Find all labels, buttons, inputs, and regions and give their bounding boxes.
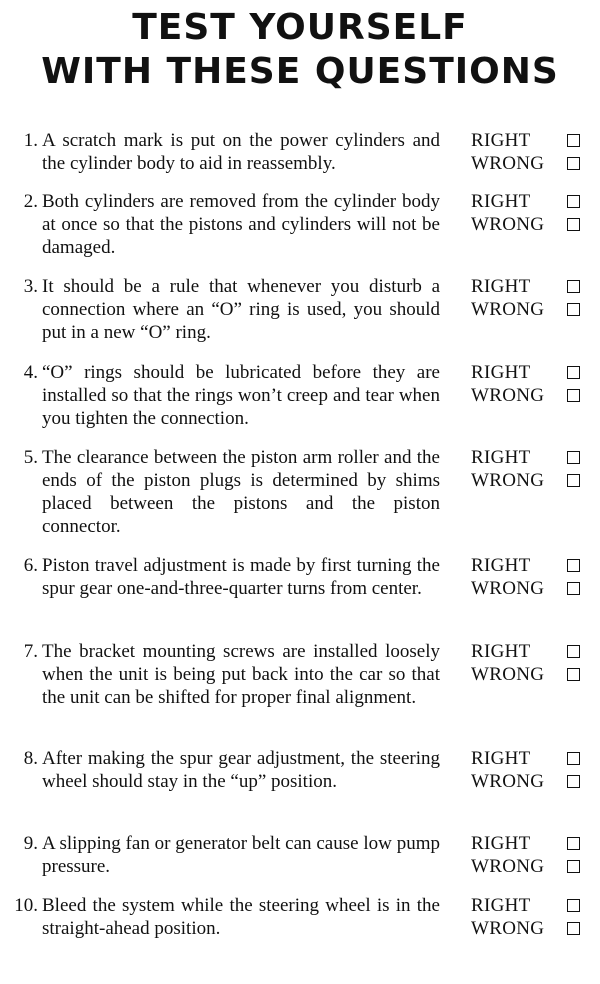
wrong-choice — [471, 663, 593, 686]
question-5 — [0, 446, 600, 536]
right-choice — [471, 894, 593, 917]
wrong-choice — [471, 469, 593, 492]
right-choice — [471, 640, 593, 663]
wrong-checkbox[interactable] — [567, 668, 580, 681]
wrong-label: WRONG — [471, 153, 545, 174]
right-checkbox[interactable] — [567, 195, 580, 208]
right-checkbox[interactable] — [567, 899, 580, 912]
question-number: 8. — [23, 748, 38, 769]
question-number: 3. — [23, 276, 38, 297]
question-number: 4. — [23, 362, 38, 383]
question-text: A scratch mark is put on the power cylinders and the cylinder body to aid in reassembly. — [42, 130, 440, 174]
answer-choices — [471, 446, 593, 492]
question-10 — [0, 894, 600, 984]
wrong-label: WRONG — [471, 664, 545, 685]
wrong-label: WRONG — [471, 214, 545, 235]
wrong-choice — [471, 152, 593, 175]
wrong-checkbox[interactable] — [567, 582, 580, 595]
right-label: RIGHT — [471, 895, 531, 916]
right-checkbox[interactable] — [567, 752, 580, 765]
wrong-choice — [471, 213, 593, 236]
question-number: 1. — [23, 130, 38, 151]
title-line-2: WITH THESE QUESTIONS — [41, 51, 559, 92]
right-checkbox[interactable] — [567, 451, 580, 464]
right-choice — [471, 554, 593, 577]
wrong-label: WRONG — [471, 385, 545, 406]
wrong-choice — [471, 855, 593, 878]
wrong-choice — [471, 384, 593, 407]
question-number: 9. — [23, 833, 38, 854]
right-label: RIGHT — [471, 833, 531, 854]
wrong-label: WRONG — [471, 918, 545, 939]
right-label: RIGHT — [471, 276, 531, 297]
answer-choices — [471, 747, 593, 793]
question-text: The bracket mounting screws are installed loosely when the unit is being put back into the car so that the unit can be shifted for proper final alignment. — [42, 641, 440, 708]
right-choice — [471, 446, 593, 469]
answer-choices — [471, 894, 593, 940]
wrong-label: WRONG — [471, 856, 545, 877]
question-number: 5. — [23, 447, 38, 468]
question-7 — [0, 640, 600, 730]
answer-choices — [471, 640, 593, 686]
right-checkbox[interactable] — [567, 837, 580, 850]
wrong-checkbox[interactable] — [567, 775, 580, 788]
answer-choices — [471, 129, 593, 175]
question-text: “O” rings should be lubricated before they are installed so that the rings won’t creep and tear when you tighten the connection. — [42, 362, 440, 429]
question-text: Both cylinders are removed from the cylinder body at once so that the pistons and cylinders will not be damaged. — [42, 191, 440, 258]
wrong-checkbox[interactable] — [567, 860, 580, 873]
wrong-choice — [471, 770, 593, 793]
question-number: 10. — [14, 895, 38, 916]
right-checkbox[interactable] — [567, 559, 580, 572]
question-number: 6. — [23, 555, 38, 576]
right-label: RIGHT — [471, 641, 531, 662]
wrong-label: WRONG — [471, 470, 545, 491]
right-label: RIGHT — [471, 130, 531, 151]
wrong-checkbox[interactable] — [567, 389, 580, 402]
wrong-checkbox[interactable] — [567, 303, 580, 316]
right-label: RIGHT — [471, 555, 531, 576]
right-label: RIGHT — [471, 191, 531, 212]
right-checkbox[interactable] — [567, 366, 580, 379]
right-label: RIGHT — [471, 447, 531, 468]
title-line-1: TEST YOURSELF — [132, 7, 468, 48]
right-choice — [471, 747, 593, 770]
question-text: It should be a rule that whenever you disturb a connection where an “O” ring is used, you should put in a new “O” ring. — [42, 276, 440, 343]
wrong-label: WRONG — [471, 578, 545, 599]
wrong-checkbox[interactable] — [567, 218, 580, 231]
question-4 — [0, 361, 600, 451]
wrong-choice — [471, 917, 593, 940]
question-8 — [0, 747, 600, 837]
right-choice — [471, 129, 593, 152]
wrong-choice — [471, 298, 593, 321]
right-choice — [471, 361, 593, 384]
page-title — [0, 6, 600, 94]
answer-choices — [471, 554, 593, 600]
question-text: The clearance between the piston arm roller and the ends of the piston plugs is determined by shims placed between the pistons and the piston connector. — [42, 447, 440, 537]
answer-choices — [471, 361, 593, 407]
right-checkbox[interactable] — [567, 645, 580, 658]
right-choice — [471, 190, 593, 213]
question-2 — [0, 190, 600, 280]
question-number: 7. — [23, 641, 38, 662]
wrong-checkbox[interactable] — [567, 922, 580, 935]
question-3 — [0, 275, 600, 365]
right-choice — [471, 832, 593, 855]
answer-choices — [471, 832, 593, 878]
wrong-choice — [471, 577, 593, 600]
question-text: Bleed the system while the steering wheel is in the straight-ahead position. — [42, 895, 440, 939]
answer-choices — [471, 190, 593, 236]
wrong-label: WRONG — [471, 299, 545, 320]
question-text: After making the spur gear adjustment, the steering wheel should stay in the “up” position. — [42, 748, 440, 792]
right-label: RIGHT — [471, 362, 531, 383]
right-choice — [471, 275, 593, 298]
wrong-label: WRONG — [471, 771, 545, 792]
right-checkbox[interactable] — [567, 280, 580, 293]
wrong-checkbox[interactable] — [567, 474, 580, 487]
wrong-checkbox[interactable] — [567, 157, 580, 170]
question-text: Piston travel adjustment is made by first turning the spur gear one-and-three-quarter turns from center. — [42, 555, 440, 599]
answer-choices — [471, 275, 593, 321]
question-number: 2. — [23, 191, 38, 212]
question-6 — [0, 554, 600, 644]
right-checkbox[interactable] — [567, 134, 580, 147]
question-text: A slipping fan or generator belt can cause low pump pressure. — [42, 833, 440, 877]
right-label: RIGHT — [471, 748, 531, 769]
